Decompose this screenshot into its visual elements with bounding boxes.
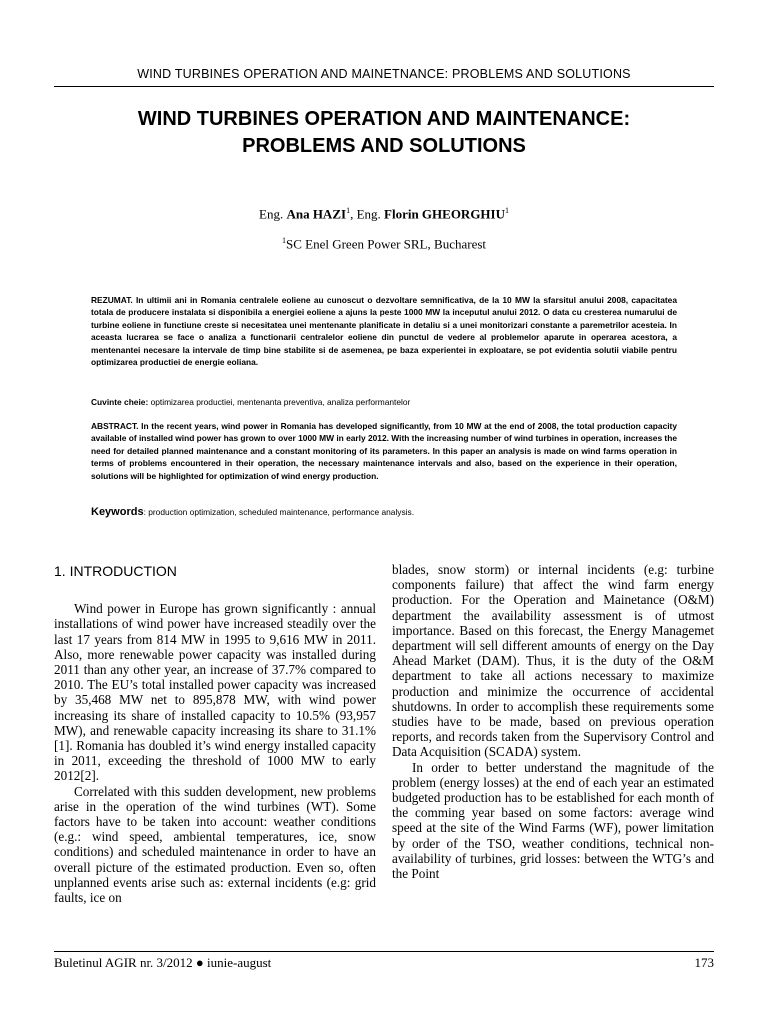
paper-title-line-2: PROBLEMS AND SOLUTIONS: [242, 135, 526, 157]
keywords-line: [91, 506, 677, 518]
affiliation-text: SC Enel Green Power SRL, Bucharest: [285, 236, 487, 252]
paper-title-line-1: WIND TURBINES OPERATION AND MAINTENANCE:: [137, 108, 631, 130]
cuvinte-cheie-line: [91, 397, 677, 407]
author-1-name: Ana HAZI: [286, 206, 347, 222]
keywords-text: : production optimization, scheduled maintenance, performance analysis.: [143, 507, 415, 517]
author-separator: , Eng.: [350, 206, 385, 222]
section-heading-introduction: 1. INTRODUCTION: [54, 563, 177, 579]
author-1-prefix: Eng.: [259, 206, 287, 222]
author-2-name: Florin GHEORGHIU: [384, 206, 505, 222]
author-line: [0, 206, 768, 222]
intro-paragraph-3: In order to better understand the magnitude of the problem (energy losses) at the end of each year an estimated budgeted production has to be established for each month of the comming year based on some factors: average wind speed at the site of the Wind Farms (WF), power limitation by order of the TSO, weather conditions, technical non-availability of turbines, grid losses: between the WTG’s and the Point: [392, 759, 714, 882]
keywords-label: Keywords: [91, 506, 144, 518]
running-head: WIND TURBINES OPERATION AND MAINETNANCE: PROBLEMS AND SOLUTIONS: [137, 67, 631, 81]
abstract-paragraph: ABSTRACT. In the recent years, wind power in Romania has developed significantly, from 10 MW at the end of 2008, the total production capacity available of installed wind power has grown to over 1000 MW in early 2012. With the increasing number of wind turbines in operation, increases the need for detailed planned maintenance and a constant monitoring of its parameters. In this paper an analysis is made on wind farms operation in terms of problems encountered in their operation, the necessary maintenance intervals and also, based on the experience in their operation, solutions will be highlighted for optimization of wind energy production.: [91, 421, 677, 481]
affiliation-mark: 1: [281, 236, 286, 245]
author-2-affil-mark: 1: [505, 206, 509, 215]
rezumat-paragraph: REZUMAT. In ultimii ani in Romania centralele eoliene au cunoscut o dezvoltare semnificativa, de la 10 MW la sfarsitul anului 2008, capacitatea totala de producere instalata si disponibila a energiei eoliene a ajuns la peste 1000 MW la inceputul anului 2012. O data cu cresterea numarului de turbine eoliene in functiune creste si necesitatea unei mentenante planificate in detaliu si a unei monitorizari constante a paremetrilor acesteia. In aceasta lucrarea se face o analiza a functionarii centralelor eoliene din punctul de vedere al problemelor aparute in operarea acestora, a mentenantei necesare la intervale de timp bine stabilite si de asemenea, pe baza experientei in exploatare, se pot evidentia solutii viabile pentru optimizarea productiei de energie eoliana.: [91, 295, 677, 368]
intro-paragraph-1: Wind power in Europe has grown significantly : annual installations of wind power have increased steadily over the last 17 years from 814 MW in 1995 to 9,616 MW in 2011. Also, more renewable power capacity was installed during 2011 than any other year, an increase of 37.7% compared to 2010. The EU’s total installed power capacity was increased by 35,468 MW net to 895,878 MW, with wind power increasing its share of installed capacity to 10.5% (93,957 MW), and renewable capacity increasing its share to 31.1% [1]. Romania has doubled it’s wind energy installed capacity in 2011, exceeding the threshold of 1000 MW to early 2012[2].: [54, 601, 376, 784]
left-column: [54, 560, 376, 905]
footer-rule: [54, 951, 714, 952]
affiliation: [0, 236, 768, 252]
intro-paragraph-2-continued: blades, snow storm) or internal incidents (e.g: turbine components failure) that affect the wind farm energy production. For the Operation and Mainetance (O&M) department the availability assessment is of utmost importance. Based on this forecast, the Energy Managemet department will sell different amounts of energy on the Day Ahead Market (DAM). Thus, it is the duty of the O&M department to take all actions necessary to maximize production and minimize the occurrence of accidental shutdowns. In order to accomplish these requirements some studies have to be made, based on previous operation reports, and records taken from the Supervisory Control and Data Acquisition (SCADA) system.: [392, 562, 714, 760]
paper-title: [0, 106, 768, 160]
page-number: 173: [694, 955, 714, 970]
cuvinte-cheie-label: Cuvinte cheie:: [91, 397, 149, 407]
right-column: [392, 562, 714, 881]
author-1-affil-mark: 1: [346, 206, 351, 215]
footer-journal: Buletinul AGIR nr. 3/2012 ● iunie-august: [54, 955, 272, 970]
header-rule: [54, 86, 714, 87]
intro-paragraph-2: Correlated with this sudden development, new problems arise in the operation of the wind turbines (WT). Some factors have to be taken into account: weather conditions (e.g.: wind speed, ambiental temperatures, ice, snow conditions) and scheduled maintenance in order to have an overall picture of the estimated production. Even so, often unplanned events arise such as: external incidents (e.g: grid faults, ice on: [54, 783, 376, 906]
cuvinte-cheie-text: optimizarea productiei, mentenanta preventiva, analiza performantelor: [148, 397, 411, 407]
